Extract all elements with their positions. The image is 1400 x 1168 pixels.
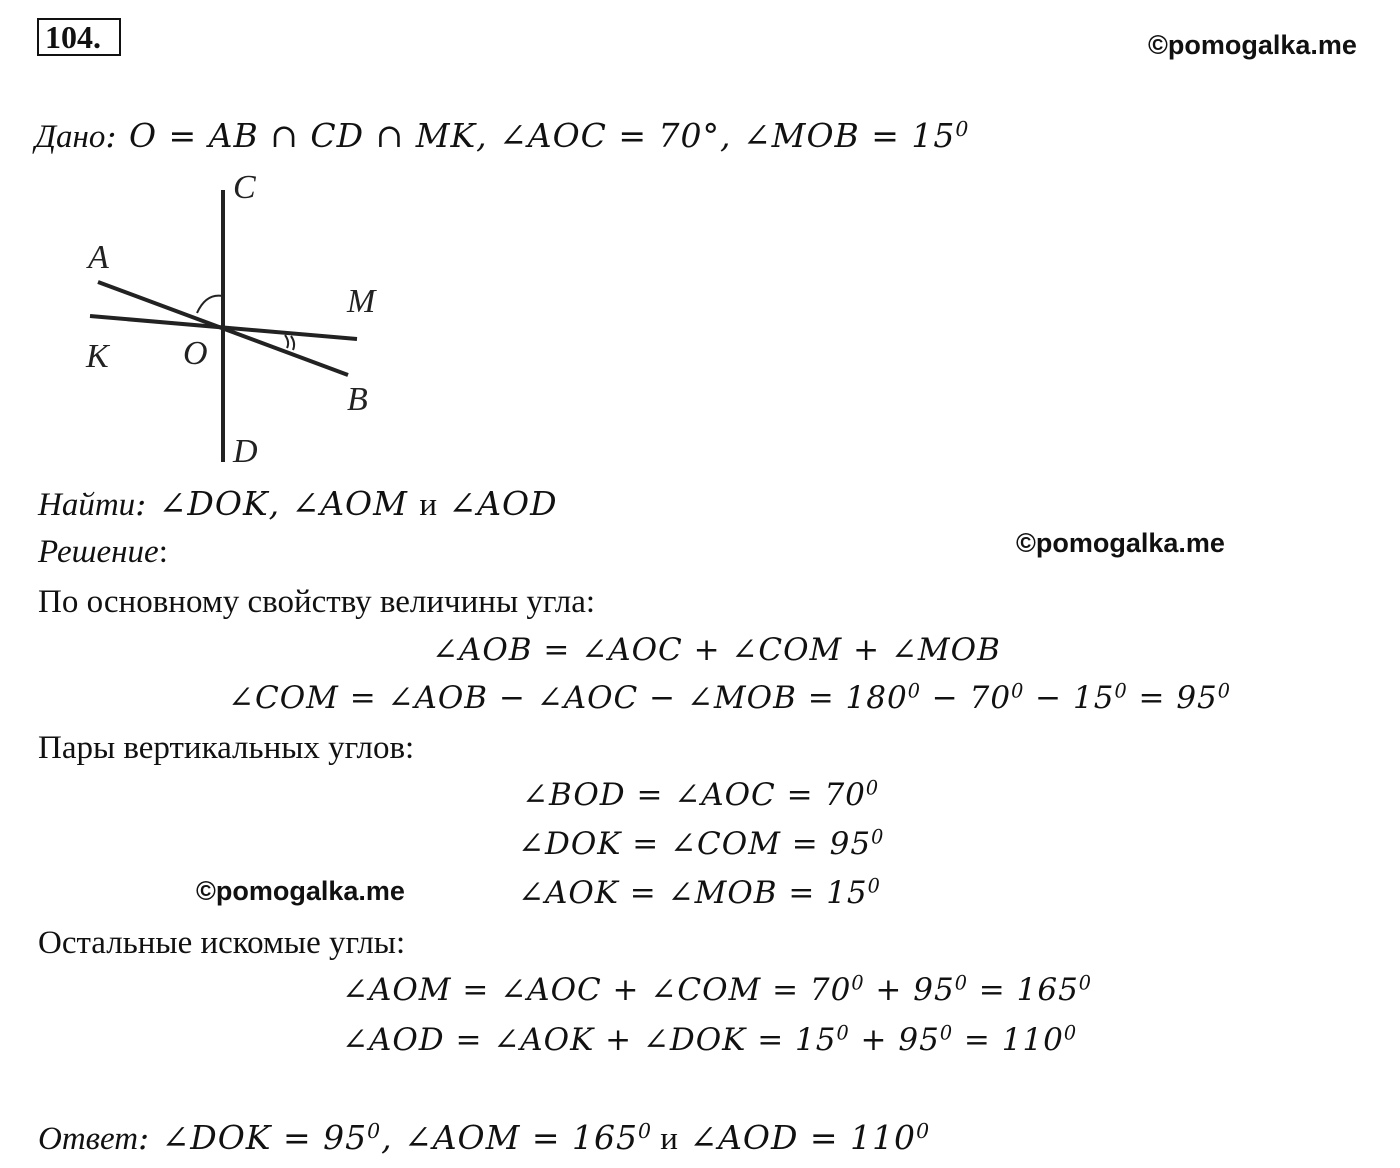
- equation-aod: [342, 1022, 1077, 1058]
- find-conj: и: [419, 487, 438, 523]
- watermark: ©pomogalka.me: [196, 876, 405, 906]
- equation-dok: [518, 826, 884, 862]
- answer-text: ∠AOD = 110: [677, 1118, 917, 1157]
- label-a: A: [88, 239, 109, 276]
- answer-text: , ∠AOM = 165: [381, 1118, 639, 1157]
- find-text: : ∠DOK, ∠AOM: [135, 484, 420, 523]
- section-property: По основному свойству величины угла:: [38, 584, 596, 620]
- degree: 0: [836, 1021, 850, 1045]
- find-label: Найти: [38, 487, 136, 523]
- equation-aok: [518, 875, 881, 911]
- degree: 0: [907, 679, 921, 703]
- equation-com-part: ∠COM = ∠AOB − ∠AOC − ∠MOB = 180: [228, 680, 908, 716]
- equation-aom: [342, 972, 1092, 1008]
- solution-label: Решение: [38, 534, 159, 570]
- label-o: O: [183, 335, 208, 372]
- equation-text: ∠AOK = ∠MOB = 15: [518, 875, 868, 911]
- equation-text: ∠DOK = ∠COM = 95: [518, 826, 872, 862]
- equation-com-part: = 95: [1127, 680, 1218, 716]
- find-line: [38, 484, 558, 525]
- degree: 0: [1063, 1021, 1078, 1045]
- problem-number: 104.: [37, 18, 121, 56]
- given-label: Дано: [35, 119, 106, 155]
- answer-label: Ответ: [38, 1121, 139, 1157]
- label-b: B: [347, 381, 368, 418]
- section-remaining: Остальные искомые углы:: [38, 925, 406, 961]
- find-text2: ∠AOD: [437, 484, 558, 523]
- equation-text: = 165: [967, 972, 1079, 1008]
- equation-text: ∠BOD = ∠AOC = 70: [522, 777, 866, 813]
- watermark: ©pomogalka.me: [1148, 30, 1357, 60]
- degree: 0: [939, 1021, 954, 1045]
- equation-aob: ∠AOB = ∠AOC + ∠COM + ∠MOB: [432, 632, 1001, 668]
- degree: 0: [916, 1118, 931, 1143]
- answer-text: : ∠DOK = 95: [138, 1118, 368, 1157]
- degree: 0: [867, 874, 881, 898]
- angle-arc-mob-1: [285, 335, 288, 348]
- angle-arc-mob-2: [291, 336, 294, 350]
- solution-line: [38, 532, 168, 572]
- solution-colon: :: [158, 534, 168, 570]
- degree: 0: [1011, 679, 1025, 703]
- label-c: C: [233, 169, 256, 206]
- given-line: [35, 116, 969, 157]
- equation-bod: [522, 777, 879, 813]
- answer-conj: и: [660, 1121, 678, 1157]
- label-k: K: [86, 338, 109, 375]
- given-degree: 0: [955, 116, 970, 141]
- equation-com-part: − 15: [1024, 680, 1115, 716]
- degree: 0: [638, 1118, 653, 1143]
- given-text: : O = AB ∩ CD ∩ MK, ∠AOC = 70°, ∠MOB = 15: [105, 116, 956, 155]
- equation-text: + 95: [849, 1022, 940, 1058]
- angle-arc-aoc: [197, 296, 223, 313]
- degree: 0: [367, 1118, 382, 1143]
- degree: 0: [1217, 679, 1232, 703]
- angle-diagram: [40, 165, 410, 475]
- equation-text: + 95: [864, 972, 955, 1008]
- label-m: M: [347, 283, 376, 320]
- equation-com: [228, 680, 1231, 716]
- degree: 0: [1078, 971, 1093, 995]
- answer-line: [38, 1118, 930, 1159]
- degree: 0: [865, 776, 880, 800]
- degree: 0: [871, 825, 885, 849]
- equation-text: ∠AOM = ∠AOC + ∠COM = 70: [342, 972, 852, 1008]
- watermark: ©pomogalka.me: [1016, 528, 1225, 558]
- label-d: D: [233, 433, 258, 470]
- degree: 0: [1114, 679, 1128, 703]
- equation-text: = 110: [953, 1022, 1064, 1058]
- section-vertical: Пары вертикальных углов:: [38, 730, 415, 766]
- equation-text: ∠AOD = ∠AOK + ∠DOK = 15: [342, 1022, 837, 1058]
- degree: 0: [954, 971, 968, 995]
- degree: 0: [851, 971, 865, 995]
- equation-com-part: − 70: [920, 680, 1012, 716]
